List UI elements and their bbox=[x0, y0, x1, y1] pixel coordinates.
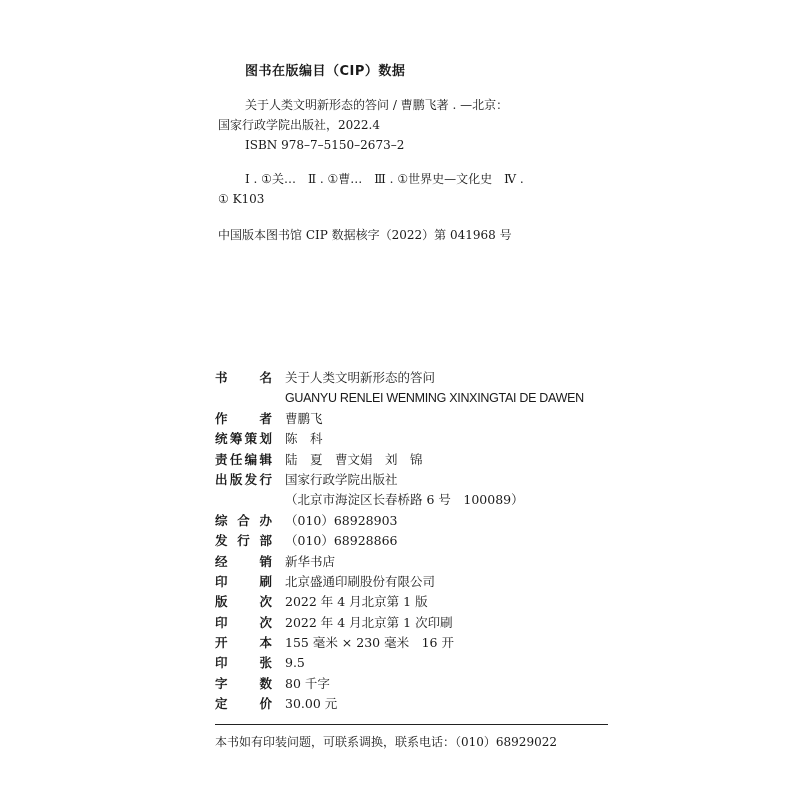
label-impression: 印次 bbox=[215, 614, 272, 630]
footer-divider bbox=[215, 724, 608, 725]
row-format bbox=[215, 633, 615, 653]
label-publisher: 出版发行 bbox=[215, 471, 272, 487]
office-phone: （010）68928903 bbox=[285, 512, 398, 528]
dealer: 新华书店 bbox=[285, 553, 336, 569]
row-office bbox=[215, 511, 615, 531]
row-publisher bbox=[215, 470, 615, 490]
cip-line-cip-number: 中国版本图书馆 CIP 数据核字（2022）第 041968 号 bbox=[218, 228, 512, 242]
label-dealer: 经销 bbox=[215, 553, 272, 569]
publisher-address: （北京市海淀区长春桥路 6 号 100089） bbox=[285, 492, 524, 508]
label-price: 定价 bbox=[215, 696, 272, 712]
label-printer: 印刷 bbox=[215, 573, 272, 589]
cip-line-classification: Ⅰ . ①关… Ⅱ . ①曹… Ⅲ . ①世界史—文化史 Ⅳ . bbox=[245, 172, 524, 186]
row-impression bbox=[215, 613, 615, 633]
copyright-info bbox=[215, 368, 615, 715]
row-planner bbox=[215, 429, 615, 449]
label-editor: 责任编辑 bbox=[215, 451, 272, 467]
edition: 2022 年 4 月北京第 1 版 bbox=[285, 594, 428, 610]
label-words: 字数 bbox=[215, 675, 272, 691]
row-words bbox=[215, 674, 615, 694]
row-printer bbox=[215, 572, 615, 592]
editor: 陆 夏 曹文娟 刘 锦 bbox=[285, 451, 423, 467]
label-format: 开本 bbox=[215, 635, 272, 651]
label-author: 作者 bbox=[215, 410, 272, 426]
label-book-name: 书名 bbox=[215, 370, 272, 385]
author: 曹鹏飞 bbox=[285, 410, 323, 426]
label-edition: 版次 bbox=[215, 594, 272, 610]
price: 30.00 元 bbox=[285, 696, 338, 712]
row-sheets bbox=[215, 653, 615, 673]
distribution-phone: （010）68928866 bbox=[285, 533, 398, 549]
row-book-name bbox=[215, 368, 615, 388]
label-planner: 统筹策划 bbox=[215, 431, 272, 447]
row-address bbox=[215, 490, 615, 510]
printer: 北京盛通印刷股份有限公司 bbox=[285, 573, 436, 589]
label-distribution: 发行部 bbox=[215, 533, 272, 549]
row-dealer bbox=[215, 552, 615, 572]
publisher: 国家行政学院出版社 bbox=[285, 471, 398, 487]
cip-line-isbn: ISBN 978–7–5150–2673–2 bbox=[245, 138, 405, 152]
footer-note: 本书如有印装问题，可联系调换，联系电话：（010）68929022 bbox=[215, 735, 557, 749]
book-name-pinyin: GUANYU RENLEI WENMING XINXINGTAI DE DAWEN bbox=[285, 391, 584, 406]
format: 155 毫米 × 230 毫米 16 开 bbox=[285, 635, 454, 651]
word-count: 80 千字 bbox=[285, 675, 330, 691]
row-pinyin bbox=[215, 388, 615, 408]
label-sheets: 印张 bbox=[215, 655, 272, 671]
book-name: 关于人类文明新形态的答问 bbox=[285, 370, 436, 385]
planner: 陈 科 bbox=[285, 431, 323, 447]
row-edition bbox=[215, 592, 615, 612]
impression: 2022 年 4 月北京第 1 次印刷 bbox=[285, 614, 453, 630]
label-office: 综合办 bbox=[215, 512, 272, 528]
cip-line-class-code: ① K103 bbox=[218, 192, 265, 206]
cip-line-title-author: 关于人类文明新形态的答问 / 曹鹏飞著 . —北京： bbox=[245, 98, 509, 112]
row-editor bbox=[215, 450, 615, 470]
sheets: 9.5 bbox=[285, 655, 305, 671]
cip-line-publisher: 国家行政学院出版社，2022.4 bbox=[218, 118, 380, 132]
cip-block bbox=[218, 62, 645, 245]
row-price bbox=[215, 694, 615, 714]
row-distribution bbox=[215, 531, 615, 551]
row-author bbox=[215, 409, 615, 429]
cip-title: 图书在版编目（CIP）数据 bbox=[245, 64, 406, 79]
